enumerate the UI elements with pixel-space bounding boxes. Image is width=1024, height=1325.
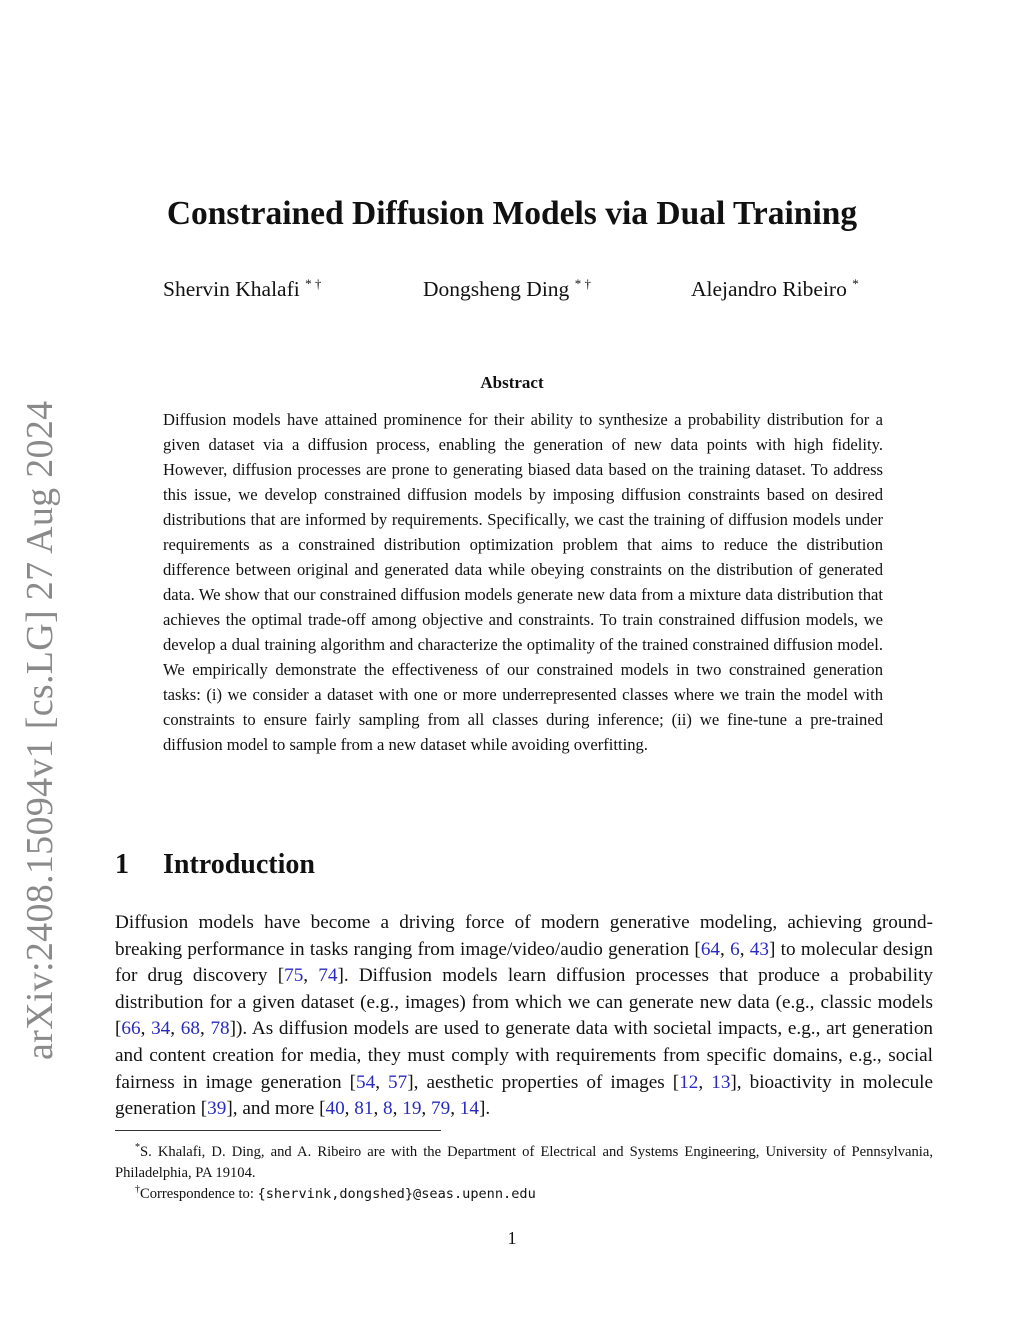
author-name: Dongsheng Ding <box>423 277 570 302</box>
intro-text: , <box>344 1098 355 1120</box>
correspondence-email[interactable]: {shervink,dongshed}@seas.upenn.edu <box>257 1185 536 1202</box>
citation-link[interactable]: 13 <box>711 1071 731 1093</box>
abstract-text: Diffusion models have attained prominence for their ability to synthesize a probability distribution for a given dataset via a diffusion process, enabling the generation of new data points with high fidelity. However, diffusion processes are prone to generating biased data based on the training dataset. To address this issue, we develop constrained diffusion models by imposing diffusion constraints based on desired distributions that are informed by requirements. Specifically, we cast the training of diffusion models under requirements as a constrained distribution optimization problem that aims to reduce the distribution difference between original and generated data while obeying constraints on the distribution of generated data. We show that our constrained diffusion models generate new data from a mixture data distribution that achieves the optimal trade-off among objective and constraints. To train constrained diffusion models, we develop a dual training algorithm and characterize the optimality of the trained constrained diffusion model. We empirically demonstrate the effectiveness of our constrained models in two constrained generation tasks: (i) we consider a dataset with one or more underrepresented classes where we train the model with constraints to ensure fairly sampling from all classes during inference; (ii) we fine-tune a pre-trained diffusion model to sample from a new dataset while avoiding overfitting. <box>163 410 883 754</box>
citation-link[interactable]: 81 <box>354 1098 374 1120</box>
intro-text: , <box>720 938 731 960</box>
citation-link[interactable]: 75 <box>284 965 304 987</box>
author-name: Shervin Khalafi <box>163 277 300 302</box>
intro-text: , <box>375 1071 389 1093</box>
intro-text: , <box>373 1098 384 1120</box>
intro-text: ]. <box>478 1098 491 1120</box>
citation-link[interactable]: 40 <box>325 1098 345 1120</box>
footnote-text: S. Khalafi, D. Ding, and A. Ribeiro are with the Department of Electrical and Systems Engineering, University of Pennsylvania, Philadelphia, PA 19104. <box>115 1143 933 1181</box>
citation-link[interactable]: 39 <box>207 1098 227 1120</box>
intro-text: , <box>170 1018 181 1040</box>
author-affiliation-marks: * <box>852 276 859 291</box>
intro-text: Diffusion models have become a driving force of modern generative modeling, achieving ground-breaking performance in tasks ranging from image/video/audio generation [ <box>115 912 933 960</box>
citation-link[interactable]: 54 <box>356 1071 376 1093</box>
intro-text: ]. Diffusion models learn diffusion processes that produce a probability distribution for a given dataset (e.g., images) from which we can generate new data (e.g., classic models [ <box>115 965 934 1040</box>
intro-text: , <box>140 1018 152 1040</box>
intro-text: ], aesthetic properties of images [ <box>407 1071 680 1093</box>
intro-text: , <box>698 1071 712 1093</box>
intro-text: ]). As diffusion models are used to generate data with societal impacts, e.g., art generation and content creation for media, they must comply with requirements from specific domains, e.g., social fairness in image generation [ <box>115 1018 934 1093</box>
author-name: Alejandro Ribeiro <box>691 277 847 302</box>
citation-link[interactable]: 6 <box>730 938 740 960</box>
intro-text: , <box>199 1018 211 1040</box>
footnote-affiliation <box>115 1137 933 1184</box>
intro-text: , <box>392 1098 403 1120</box>
citation-link[interactable]: 57 <box>388 1071 408 1093</box>
citation-link[interactable]: 64 <box>700 938 721 960</box>
page-number: 1 <box>507 1228 517 1248</box>
citation-link[interactable]: 8 <box>383 1098 393 1120</box>
footnote-divider <box>115 1130 441 1131</box>
citation-link[interactable]: 19 <box>402 1098 422 1120</box>
intro-text: ] to molecular design for drug discovery [ <box>115 938 933 987</box>
section-title: Introduction <box>163 849 315 880</box>
abstract-heading: Abstract <box>480 373 544 392</box>
citation-link[interactable]: 74 <box>318 965 338 987</box>
citation-link[interactable]: 79 <box>431 1098 451 1120</box>
intro-text: , <box>303 965 319 987</box>
section-number: 1 <box>115 849 129 880</box>
intro-text: , <box>450 1098 460 1120</box>
citation-link[interactable]: 43 <box>749 938 769 960</box>
citation-link[interactable]: 34 <box>151 1018 171 1040</box>
author-1 <box>163 276 321 302</box>
section-heading-introduction <box>115 849 315 881</box>
intro-text: , <box>421 1098 431 1120</box>
paper-title: Constrained Diffusion Models via Dual Training <box>166 195 858 232</box>
citation-link[interactable]: 12 <box>679 1071 699 1093</box>
author-affiliation-marks: * † <box>305 276 322 291</box>
author-2 <box>423 276 591 302</box>
footnote-mark: † <box>135 1184 140 1195</box>
citation-link[interactable]: 66 <box>121 1018 141 1040</box>
citation-link[interactable]: 78 <box>210 1018 230 1040</box>
footnote-text: Correspondence to: <box>140 1185 258 1202</box>
arxiv-sidebar-stamp: arXiv:2408.15094v1 [cs.LG] 27 Aug 2024 <box>19 400 61 1060</box>
author-affiliation-marks: * † <box>574 276 591 291</box>
footnote-correspondence <box>115 1179 933 1205</box>
intro-text: ], bioactivity in molecule generation [ <box>115 1071 934 1120</box>
citation-link[interactable]: 68 <box>180 1018 200 1040</box>
intro-text: ], and more [ <box>226 1098 326 1120</box>
intro-text: , <box>739 938 750 960</box>
citation-link[interactable]: 14 <box>459 1098 479 1120</box>
footnote-mark: * <box>135 1142 140 1153</box>
introduction-paragraph <box>115 910 933 1123</box>
author-3 <box>691 276 859 302</box>
